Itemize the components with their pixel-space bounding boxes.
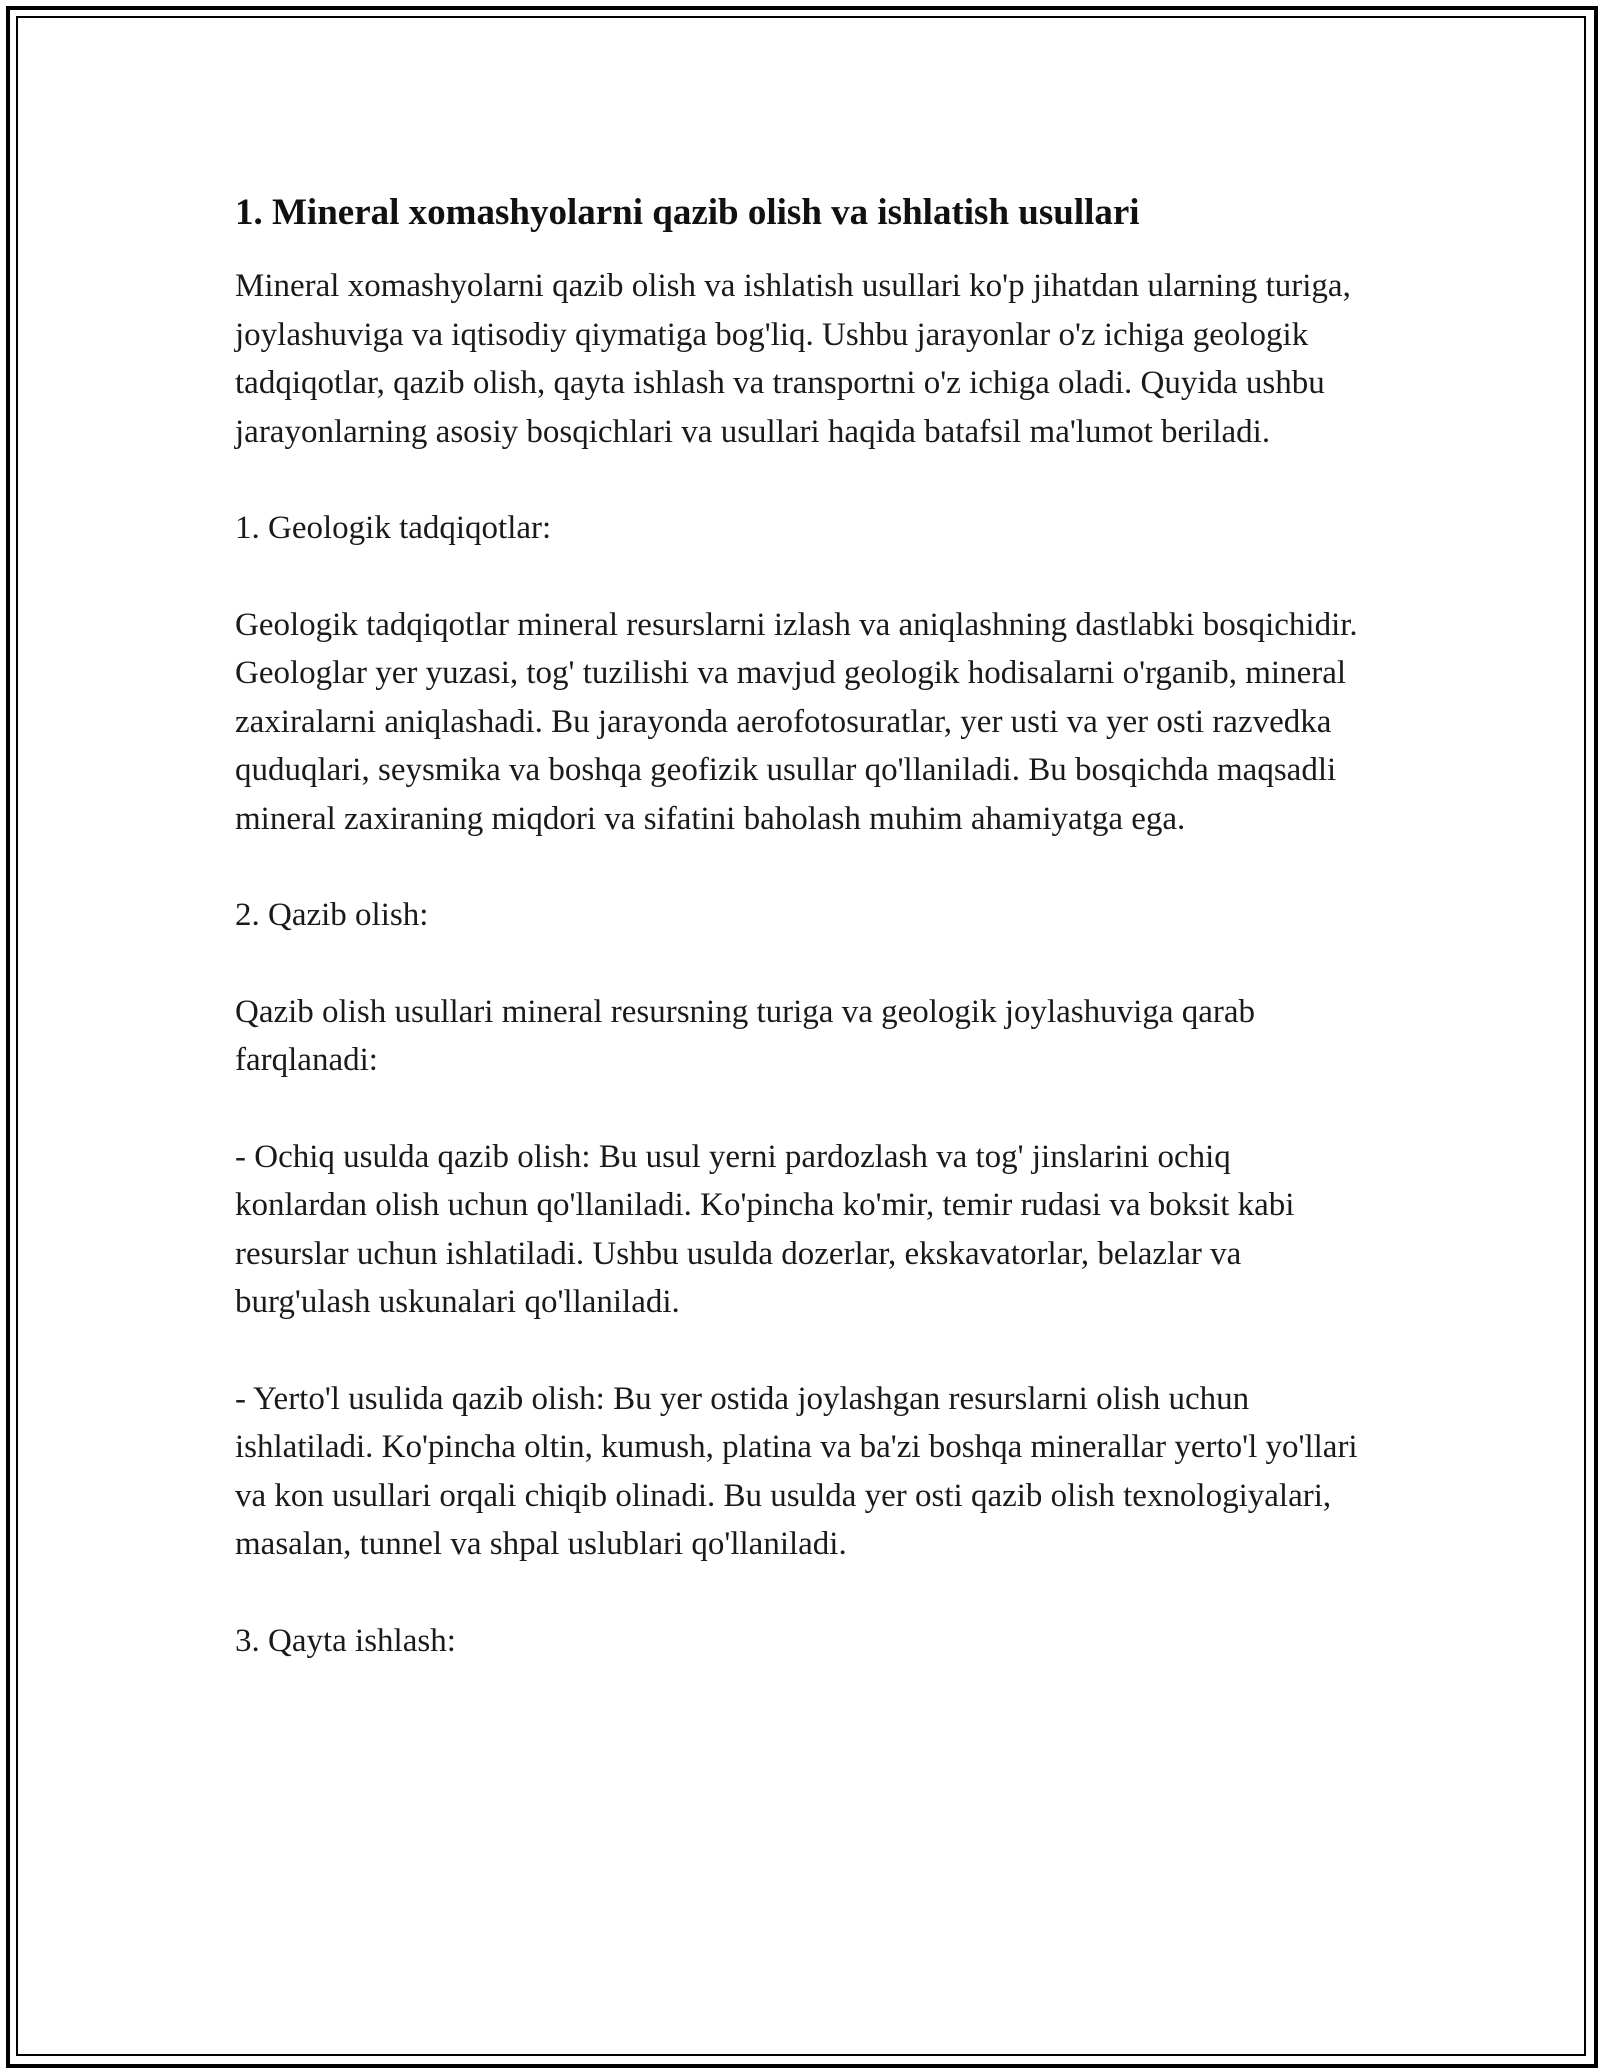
ochiq-usul-paragraph: - Ochiq usulda qazib olish: Bu usul yerni pardozlash va tog' jinslarini ochiq konlardan olish uchun qo'llaniladi. Ko'pincha ko'mir, temir rudasi va boksit kabi resurslar uchun ishlatiladi. Ushbu usulda dozerlar, ekskavatorlar, belazlar va burg'ulash uskunalari qo'llaniladi. bbox=[235, 1138, 1295, 1320]
geologik-paragraph: Geologik tadqiqotlar mineral resurslarni izlash va aniqlashning dastlabki bosqichidir. Geologlar yer yuzasi, tog' tuzilishi va mavjud geologik hodisalarni o'rganib, mineral zaxiralarni aniqlashadi. Bu jarayonda aerofotosuratlar, yer usti va yer osti razvedka quduqlari, seysmika va boshqa geofizik usullar qo'llaniladi. Bu bosqichda maqsadli mineral zaxiraning miqdori va sifatini baholash muhim ahamiyatga ega. bbox=[235, 606, 1358, 837]
section-heading-qazib: 2. Qazib olish: bbox=[235, 897, 429, 933]
section-heading-geologik: 1. Geologik tadqiqotlar: bbox=[235, 510, 552, 546]
yertol-usul-paragraph: - Yerto'l usulida qazib olish: Bu yer ostida joylashgan resurslarni olish uchun ishlatiladi. Ko'pincha oltin, kumush, platina va ba'zi boshqa minerallar yerto'l yo'llari va kon usullari orqali chiqib olinadi. Bu usulda yer osti qazib olish texnologiyalari, masalan, tunnel va shpal uslublari qo'llaniladi. bbox=[235, 1380, 1358, 1562]
document-title: 1. Mineral xomashyolarni qazib olish va ishlatish usullari bbox=[235, 192, 1140, 233]
document-body bbox=[235, 186, 1365, 1713]
section-heading-qayta: 3. Qayta ishlash: bbox=[235, 1622, 456, 1659]
intro-paragraph: Mineral xomashyolarni qazib olish va ishlatish usullari ko'p jihatdan ularning turiga, joylashuviga va iqtisodiy qiymatiga bog'liq. Ushbu jarayonlar o'z ichiga geologik tadqiqotlar, qazib olish, qayta ishlash va transportni o'z ichiga oladi. Quyida ushbu jarayonlarning asosiy bosqichlari va usullari haqida batafsil ma'lumot beriladi. bbox=[235, 268, 1351, 450]
qazib-intro-paragraph: Qazib olish usullari mineral resursning turiga va geologik joylashuviga qarab farqlanadi: bbox=[235, 993, 1256, 1078]
